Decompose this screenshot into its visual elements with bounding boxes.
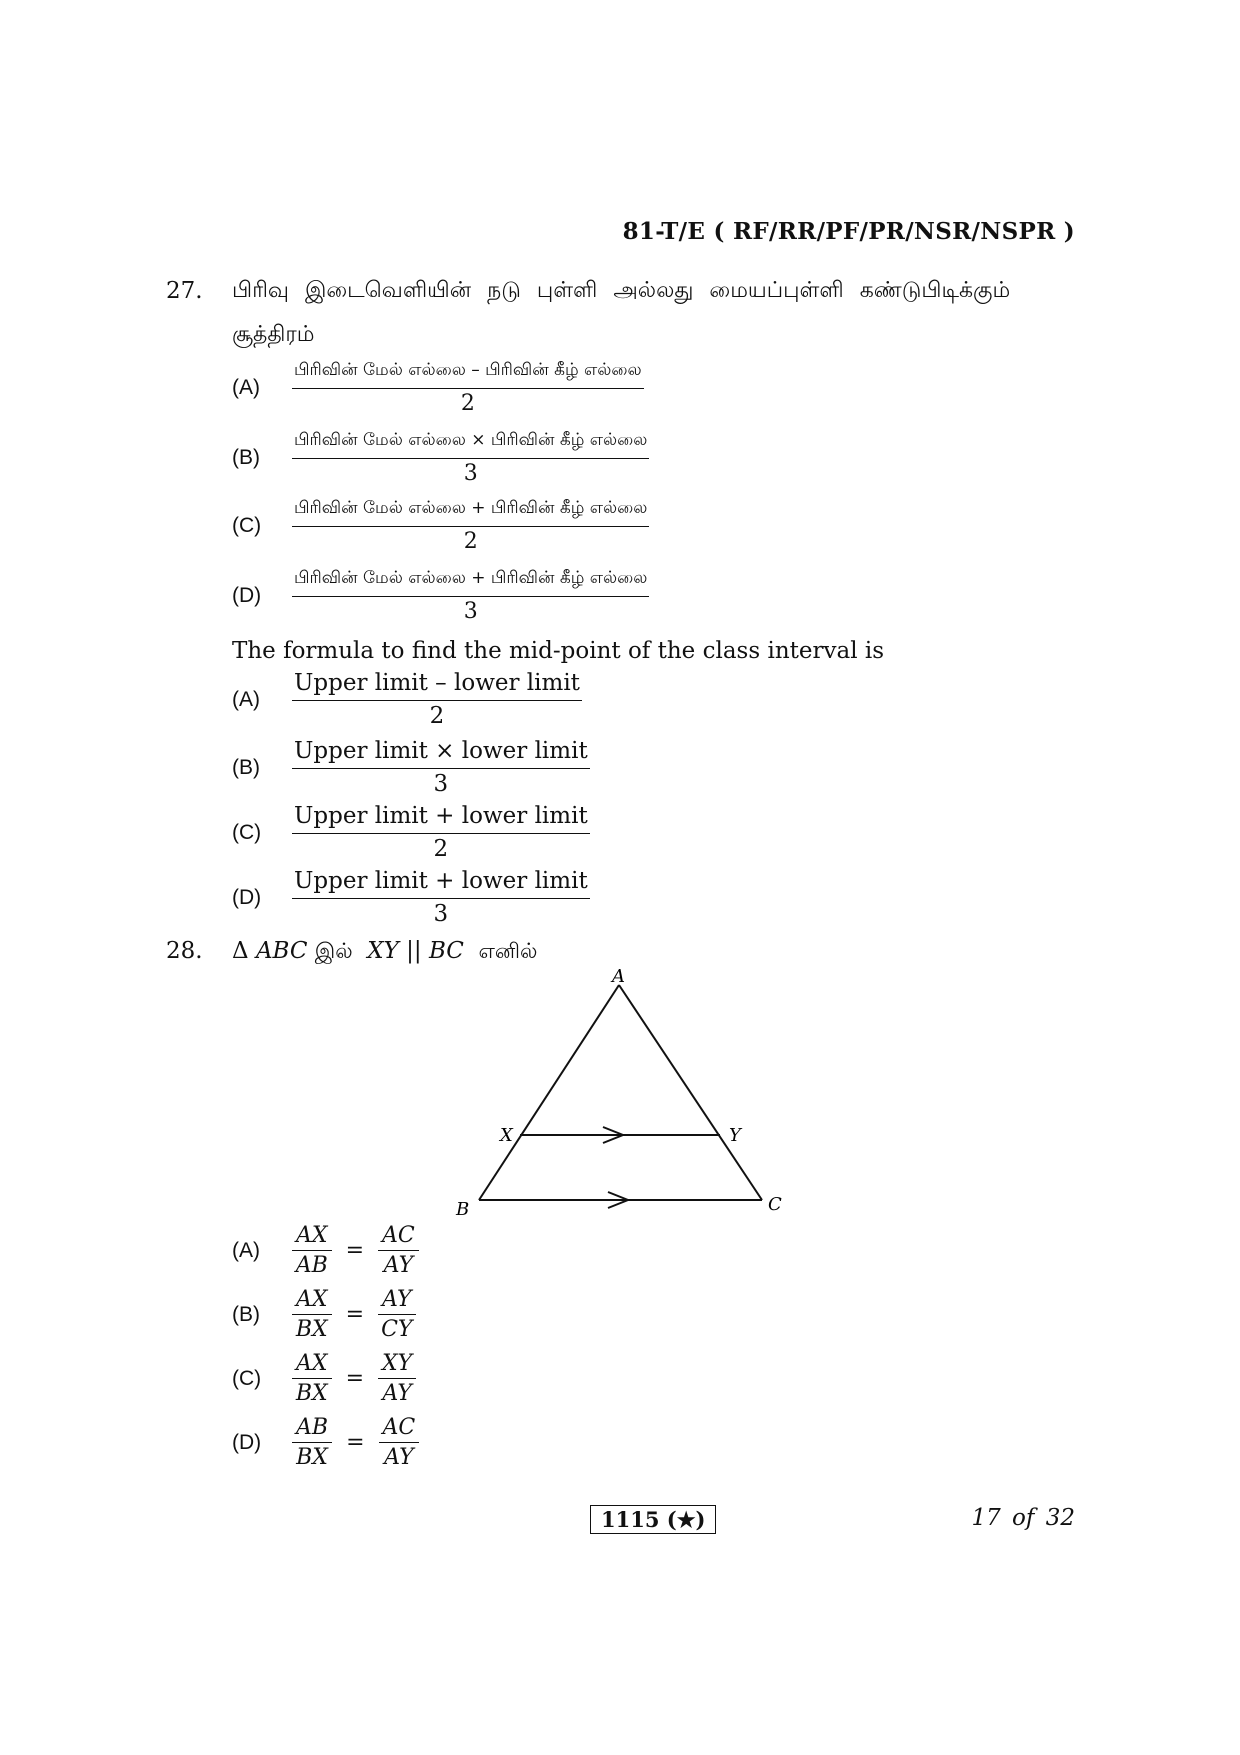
- rhs-numerator: AC: [379, 1415, 420, 1443]
- equals-sign: =: [346, 1430, 365, 1455]
- arrow-bc: [608, 1192, 628, 1208]
- numerator: Upper limit × lower limit: [292, 738, 590, 769]
- numerator: பிரிவின் மேல் எல்லை + பிரிவின் கீழ் எல்லை: [292, 498, 649, 527]
- q27-ta-option-a[interactable]: [232, 360, 644, 416]
- lhs-denominator: BX: [296, 1445, 328, 1470]
- numerator: Upper limit + lower limit: [292, 803, 590, 834]
- option-label: (D): [232, 885, 262, 909]
- lhs-fraction: [292, 1351, 332, 1406]
- q27-en-option-b[interactable]: [232, 738, 590, 797]
- paper-code: 81-T/E ( RF/RR/PF/PR/NSR/NSPR ): [622, 218, 1075, 245]
- side-ac: [619, 985, 762, 1200]
- side-ab: [479, 985, 619, 1200]
- q28-option-d[interactable]: [232, 1415, 419, 1470]
- line-xy: XY: [367, 938, 399, 964]
- option-label: (C): [232, 514, 262, 537]
- denominator: 2: [463, 529, 478, 554]
- numerator: பிரிவின் மேல் எல்லை – பிரிவின் கீழ் எல்லை: [292, 360, 644, 389]
- q27-ta-option-d[interactable]: [232, 568, 649, 624]
- line-bc: BC: [428, 938, 464, 964]
- fraction: [292, 360, 644, 416]
- rhs-numerator: AY: [378, 1287, 416, 1315]
- rhs-fraction: [379, 1415, 420, 1470]
- option-label: (B): [232, 1302, 260, 1326]
- ratio-equation: [292, 1223, 419, 1278]
- option-label: (C): [232, 1366, 262, 1390]
- lhs-denominator: BX: [295, 1317, 328, 1342]
- fraction: [292, 803, 590, 862]
- vertex-c-label: C: [768, 1194, 782, 1215]
- equals-sign: =: [345, 1302, 364, 1327]
- rhs-denominator: CY: [381, 1317, 413, 1342]
- lhs-denominator: AB: [295, 1253, 328, 1278]
- denominator: 3: [463, 461, 478, 486]
- lhs-denominator: BX: [295, 1381, 328, 1406]
- fraction: [292, 430, 649, 486]
- fraction: [292, 568, 649, 624]
- equals-sign: =: [345, 1238, 364, 1263]
- q27-ta-option-b[interactable]: [232, 430, 649, 486]
- fraction: [292, 738, 590, 797]
- point-x-label: X: [500, 1125, 513, 1146]
- footer-code-box: 1115 (★): [590, 1505, 716, 1534]
- vertex-a-label: A: [612, 966, 625, 987]
- numerator: Upper limit – lower limit: [292, 670, 582, 701]
- ratio-equation: [292, 1415, 419, 1470]
- option-label: (D): [232, 584, 262, 607]
- rhs-fraction: [378, 1287, 416, 1342]
- fraction: [292, 498, 649, 554]
- triangle-name: ABC: [255, 938, 308, 964]
- delta-symbol: Δ: [232, 938, 249, 964]
- q27-en-option-c[interactable]: [232, 803, 590, 862]
- q27-en-option-d[interactable]: [232, 868, 590, 927]
- lhs-numerator: AX: [292, 1351, 332, 1379]
- ratio-equation: [292, 1287, 416, 1342]
- rhs-denominator: AY: [384, 1445, 414, 1470]
- lhs-numerator: AX: [292, 1223, 332, 1251]
- lhs-fraction: [292, 1415, 332, 1470]
- ratio-equation: [292, 1351, 416, 1406]
- rhs-fraction: [378, 1351, 416, 1406]
- question-27-stem-ta-line2: சூத்திரம்: [232, 322, 315, 347]
- option-label: (A): [232, 376, 260, 399]
- page-number: 17 of 32: [971, 1505, 1075, 1531]
- question-28-number: 28.: [166, 938, 203, 964]
- numerator: பிரிவின் மேல் எல்லை + பிரிவின் கீழ் எல்லை: [292, 568, 649, 597]
- q27-en-option-a[interactable]: [232, 670, 582, 729]
- fraction: [292, 868, 590, 927]
- question-27-stem-ta-line1: பிரிவு இடைவெளியின் நடு புள்ளி அல்லது மையப்புள்ளி கண்டுபிடிக்கும்: [232, 278, 1011, 303]
- rhs-numerator: AC: [378, 1223, 419, 1251]
- equals-sign: =: [345, 1366, 364, 1391]
- numerator: பிரிவின் மேல் எல்லை × பிரிவின் கீழ் எல்லை: [292, 430, 649, 459]
- option-label: (B): [232, 446, 260, 469]
- lhs-numerator: AX: [292, 1287, 332, 1315]
- question-27-number: 27.: [166, 278, 203, 304]
- option-label: (C): [232, 820, 262, 844]
- tamil-in: இல்: [314, 939, 353, 963]
- question-28-stem: [232, 938, 537, 966]
- denominator: 2: [460, 391, 475, 416]
- question-27-stem-en: The formula to find the mid-point of the class interval is: [232, 638, 885, 664]
- q28-option-a[interactable]: [232, 1223, 419, 1278]
- rhs-denominator: AY: [383, 1253, 414, 1278]
- option-label: (D): [232, 1430, 262, 1454]
- option-label: (A): [232, 1238, 260, 1262]
- rhs-numerator: XY: [378, 1351, 416, 1379]
- denominator: 3: [463, 599, 478, 624]
- denominator: 2: [433, 836, 449, 862]
- arrow-xy: [603, 1127, 623, 1143]
- denominator: 3: [433, 771, 449, 797]
- option-label: (A): [232, 687, 260, 711]
- lhs-fraction: [292, 1287, 332, 1342]
- q28-option-c[interactable]: [232, 1351, 416, 1406]
- lhs-fraction: [292, 1223, 332, 1278]
- numerator: Upper limit + lower limit: [292, 868, 590, 899]
- denominator: 3: [433, 901, 449, 927]
- option-label: (B): [232, 755, 260, 779]
- q27-ta-option-c[interactable]: [232, 498, 649, 554]
- fraction: [292, 670, 582, 729]
- rhs-fraction: [378, 1223, 419, 1278]
- lhs-numerator: AB: [292, 1415, 332, 1443]
- point-y-label: Y: [729, 1125, 741, 1146]
- tamil-if: எனில்: [478, 939, 538, 963]
- denominator: 2: [429, 703, 445, 729]
- parallel-symbol: ||: [406, 938, 422, 964]
- rhs-denominator: AY: [382, 1381, 412, 1406]
- q28-option-b[interactable]: [232, 1287, 416, 1342]
- vertex-b-label: B: [456, 1199, 470, 1220]
